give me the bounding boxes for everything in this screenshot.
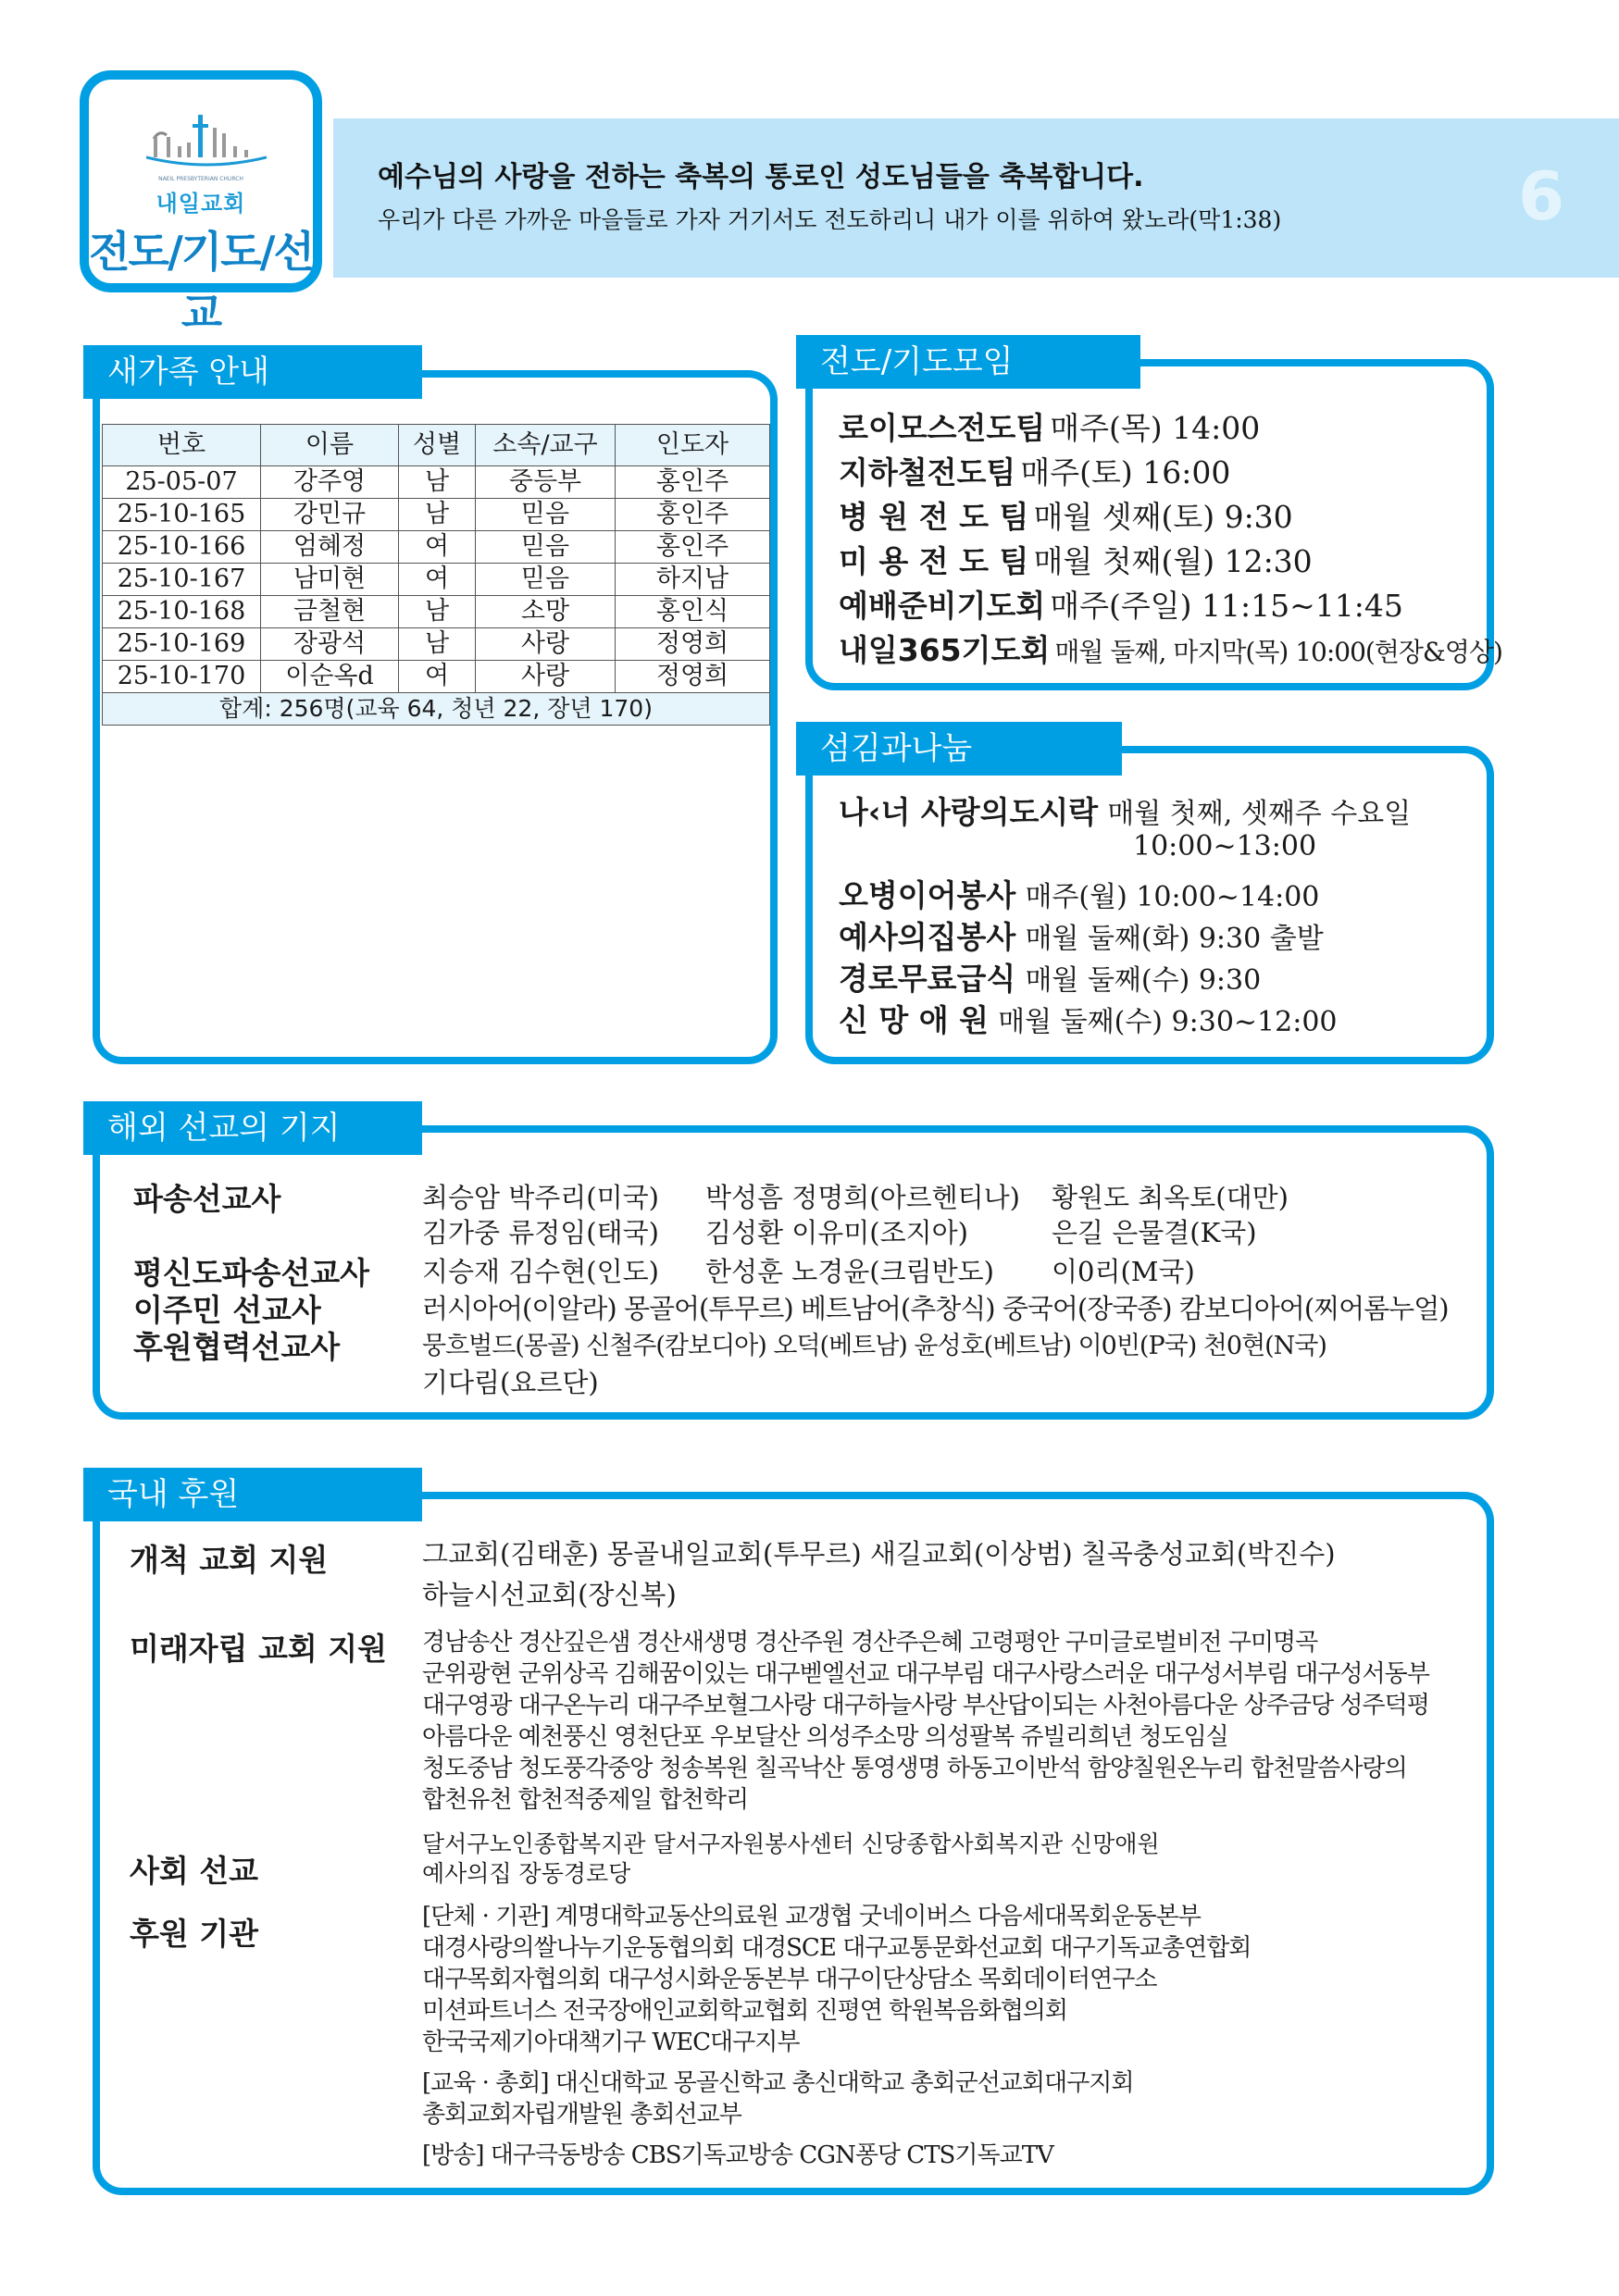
list-item	[839, 997, 1338, 1040]
pioneer-line: 하늘시선교회(장신복)	[422, 1579, 677, 1610]
cell: 사랑	[476, 628, 616, 661]
cell: 장광석	[261, 628, 399, 661]
table-row	[103, 466, 770, 499]
cell: 엄혜정	[261, 531, 399, 564]
cell: 믿음	[476, 531, 616, 564]
table-header-row	[103, 425, 770, 466]
future-line: 경남송산 경산깊은샘 경산새생명 경산주원 경산주은혜 고령평안 구미글로벌비전 구미명곡	[422, 1629, 1318, 1657]
missionary-entry: 김성환 이유미(조지아)	[705, 1217, 968, 1248]
cell: 강민규	[261, 499, 399, 531]
item-value: 매주(주일) 11:15~11:45	[1050, 588, 1403, 624]
new-family-title: 새가족 안내	[83, 345, 422, 399]
item-value: 매월 둘째(수) 9:30~12:00	[998, 1006, 1338, 1038]
org-line: [단체 · 기관] 계명대학교동산의료원 교갱협 굿네이버스 다음세대목회운동본부	[422, 1903, 1201, 1930]
cell: 정영희	[616, 628, 770, 661]
table-row	[103, 661, 770, 693]
group-label: 이주민 선교사	[133, 1292, 321, 1328]
cell: 금철현	[261, 596, 399, 628]
social-label: 사회 선교	[130, 1853, 259, 1889]
pioneer-line: 그교회(김태훈) 몽골내일교회(투무르) 새길교회(이상범) 칠곡충성교회(박진수)	[422, 1538, 1336, 1570]
cell: 25-10-169	[103, 628, 261, 661]
item-label: 병 원 전 도 팀	[839, 499, 1029, 535]
church-logo-icon	[146, 111, 267, 167]
col-name: 이름	[261, 425, 399, 466]
list-item	[839, 788, 1411, 832]
cell: 남	[399, 596, 476, 628]
logo-subtitle: NAEIL PRESBYTERIAN CHURCH	[158, 176, 243, 182]
list-item	[839, 404, 1260, 448]
pioneer-label: 개척 교회 지원	[130, 1542, 329, 1578]
social-line: 달서구노인종합복지관 달서구자원봉사센터 신당종합사회복지관 신망애원	[422, 1831, 1160, 1857]
section-title: 전도/기도/선교	[89, 227, 313, 338]
org-line: 미션파트너스 전국장애인교회학교협회 진평연 학원복음화협의회	[422, 1997, 1068, 2025]
list-item	[839, 872, 1319, 915]
item-value: 매월 둘째(화) 9:30 출발	[1025, 923, 1324, 955]
org-line: 대경사랑의쌀나누기운동협의회 대경SCE 대구교통문화선교회 대구기독교총연합회	[422, 1934, 1252, 1962]
header-banner	[333, 118, 1619, 278]
item-label: 미 용 전 도 팀	[839, 543, 1029, 579]
item-value: 매주(목) 14:00	[1050, 410, 1261, 446]
missionary-entry: 이0리(M국)	[1052, 1256, 1195, 1287]
cell: 믿음	[476, 499, 616, 531]
table-row	[103, 499, 770, 531]
cell: 홍인주	[616, 499, 770, 531]
cell: 25-10-170	[103, 661, 261, 693]
group-label: 평신도파송선교사	[133, 1255, 370, 1291]
cell: 정영희	[616, 661, 770, 693]
item-label: 오병이어봉사	[839, 877, 1016, 913]
item-value: 매월 둘째(수) 9:30	[1025, 964, 1262, 997]
list-item	[839, 449, 1230, 492]
cell: 소망	[476, 596, 616, 628]
cell: 25-10-166	[103, 531, 261, 564]
item-value: 매월 첫째(월) 12:30	[1033, 543, 1313, 579]
missionary-entry: 박성흠 정명희(아르헨티나)	[705, 1182, 1021, 1213]
future-line: 대구영광 대구온누리 대구주보혈그사랑 대구하늘사랑 부산답이되는 사천아름다운 상주금당 성주덕평	[422, 1692, 1429, 1719]
future-line: 아름다운 예천풍신 영천단포 우보달산 의성주소망 의성팔복 쥬빌리희년 청도임실	[422, 1723, 1228, 1751]
col-district: 소속/교구	[476, 425, 616, 466]
broadcast-line: [방송] 대구극동방송 CBS기독교방송 CGN퐁당 CTS기독교TV	[422, 2141, 1053, 2169]
missionary-entry: 한성훈 노경윤(크림반도)	[705, 1256, 994, 1287]
total-count: 합계: 256명(교육 64, 청년 22, 장년 170)	[103, 693, 770, 726]
page-number: 6	[1518, 157, 1565, 235]
item-value: 매주(월) 10:00~14:00	[1025, 881, 1320, 913]
table-row	[103, 531, 770, 564]
item-value: 10:00~13:00	[1133, 830, 1317, 863]
cell: 남	[399, 628, 476, 661]
cell: 여	[399, 661, 476, 693]
missionary-entry: 최승암 박주리(미국)	[422, 1182, 659, 1213]
education-line: [교육 · 총회] 대신대학교 몽골신학교 총신대학교 총회군선교회대구지회	[422, 2069, 1134, 2097]
new-family-table	[102, 424, 770, 726]
cell: 25-10-165	[103, 499, 261, 531]
list-item	[839, 538, 1313, 581]
domestic-title: 국내 후원	[83, 1468, 422, 1521]
cell: 25-10-168	[103, 596, 261, 628]
future-line: 군위광현 군위상곡 김해꿈이있는 대구벧엘선교 대구부림 대구사랑스러운 대구성서부림 대구성서동부	[422, 1660, 1429, 1688]
cell: 남미현	[261, 564, 399, 596]
item-label: 경로무료급식	[839, 961, 1016, 997]
group-label: 파송선교사	[133, 1181, 281, 1217]
group-label: 후원협력선교사	[133, 1329, 341, 1365]
list-item-continued	[1133, 830, 1316, 863]
org-line: 한국국제기아대책기구 WEC대구지부	[422, 2029, 800, 2056]
item-label: 내일365기도회	[839, 632, 1051, 668]
col-guide: 인도자	[616, 425, 770, 466]
cell: 이순옥d	[261, 661, 399, 693]
cell: 중등부	[476, 466, 616, 499]
cell: 사랑	[476, 661, 616, 693]
cell: 25-10-167	[103, 564, 261, 596]
social-line: 예사의집 장동경로당	[422, 1860, 631, 1887]
prayer-meetings-title: 전도/기도모임	[796, 335, 1140, 389]
missionary-entry: 김가중 류정임(태국)	[422, 1217, 659, 1248]
future-line: 청도중남 청도풍각중앙 청송복원 칠곡낙산 통영생명 하동고이반석 함양칠원온누리 합천말씀사랑의	[422, 1755, 1407, 1782]
cell: 강주영	[261, 466, 399, 499]
banner-title: 예수님의 사랑을 전하는 축복의 통로인 성도님들을 축복합니다.	[378, 161, 1144, 193]
banner-verse: 우리가 다른 가까운 마을들로 가자 거기서도 전도하리니 내가 이를 위하여 왔노라(막1:38)	[378, 206, 1282, 233]
support-label: 후원 기관	[130, 1916, 259, 1952]
missionary-entry: 뭉흐벌드(몽골) 신철주(캄보디아) 오덕(베트남) 윤성호(베트남) 이0빈(P국) 천0현(N국)	[422, 1332, 1326, 1360]
item-value: 매월 첫째, 셋째주 수요일	[1107, 798, 1412, 830]
cell: 홍인주	[616, 531, 770, 564]
list-item	[839, 627, 1502, 670]
cell: 하지남	[616, 564, 770, 596]
cell: 홍인식	[616, 596, 770, 628]
cell: 믿음	[476, 564, 616, 596]
item-label: 로이모스전도팀	[839, 410, 1046, 446]
future-line: 합천유천 합천적중제일 합천학리	[422, 1786, 749, 1814]
item-label: 나‹너 사랑의도시락	[839, 794, 1099, 830]
service-title: 섬김과나눔	[796, 722, 1122, 776]
cell: 남	[399, 466, 476, 499]
missionary-entry: 러시아어(이알라) 몽골어(투무르) 베트남어(추창식) 중국어(장국종) 캄보디아어(찌어롬누얼)	[422, 1293, 1449, 1324]
org-line: 대구목회자협의회 대구성시화운동본부 대구이단상담소 목회데이터연구소	[422, 1966, 1157, 1993]
cell: 여	[399, 531, 476, 564]
list-item	[839, 955, 1261, 999]
cell: 홍인주	[616, 466, 770, 499]
cell: 남	[399, 499, 476, 531]
list-item	[839, 913, 1324, 957]
overseas-title: 해외 선교의 기지	[83, 1101, 422, 1155]
item-label: 예배준비기도회	[839, 588, 1046, 624]
item-value: 매월 셋째(토) 9:30	[1033, 499, 1293, 535]
list-item	[839, 493, 1293, 537]
future-label: 미래자립 교회 지원	[130, 1631, 388, 1667]
logo-box	[80, 70, 322, 338]
education-line: 총회교회자립개발원 총회선교부	[422, 2101, 741, 2128]
missionary-entry: 은길 은물결(K국)	[1052, 1217, 1257, 1248]
col-gender: 성별	[399, 425, 476, 466]
table-row	[103, 596, 770, 628]
item-label: 예사의집봉사	[839, 919, 1016, 955]
logo-name: 내일교회	[156, 191, 246, 217]
table-row	[103, 628, 770, 661]
table-total-row	[103, 693, 770, 726]
missionary-entry: 황원도 최옥토(대만)	[1052, 1182, 1289, 1213]
cell: 25-05-07	[103, 466, 261, 499]
missionary-entry: 기다림(요르단)	[422, 1367, 599, 1398]
missionary-entry: 지승재 김수현(인도)	[422, 1256, 659, 1287]
item-value: 매월 둘째, 마지막(목) 10:00(현장&영상)	[1054, 637, 1502, 667]
item-label: 지하철전도팀	[839, 454, 1016, 490]
col-number: 번호	[103, 425, 261, 466]
item-label: 신 망 애 원	[839, 1002, 989, 1038]
item-value: 매주(토) 16:00	[1020, 454, 1231, 490]
cell: 여	[399, 564, 476, 596]
list-item	[839, 582, 1403, 626]
table-row	[103, 564, 770, 596]
